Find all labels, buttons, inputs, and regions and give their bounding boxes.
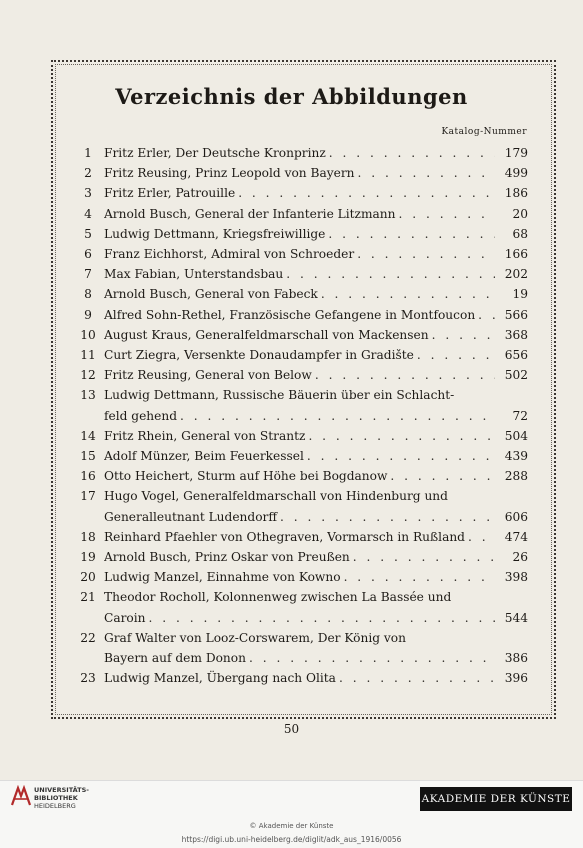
entry-text: Arnold Busch, Prinz Oskar von Preußen xyxy=(104,550,350,565)
entry-number: 19 xyxy=(80,550,96,565)
university-library-name[interactable] xyxy=(34,786,89,810)
dot-leader xyxy=(358,163,495,183)
library-line-3: HEIDELBERG xyxy=(34,802,76,810)
dot-leader xyxy=(399,204,495,224)
list-item xyxy=(72,628,528,668)
entry-number: 9 xyxy=(84,307,92,322)
dot-leader xyxy=(308,426,495,446)
catalog-number: 502 xyxy=(504,368,528,383)
entry-number: 7 xyxy=(84,267,92,282)
catalog-number: 439 xyxy=(504,449,528,464)
catalog-number: 396 xyxy=(504,671,528,686)
catalog-number: 72 xyxy=(512,408,528,423)
catalog-number: 19 xyxy=(512,287,528,302)
catalog-number: 26 xyxy=(512,550,528,565)
list-item xyxy=(72,385,528,425)
list-item xyxy=(72,446,528,466)
dot-leader xyxy=(328,224,495,244)
entry-number: 10 xyxy=(80,327,96,342)
dot-leader xyxy=(238,183,495,203)
entry-text: Fritz Rhein, General von Strantz xyxy=(104,428,306,443)
entry-number: 11 xyxy=(80,348,96,363)
dot-leader xyxy=(339,668,495,688)
list-item xyxy=(72,567,528,587)
entry-text: Alfred Sohn-Rethel, Französische Gefangene in Montfoucon xyxy=(104,307,476,322)
entry-text: Arnold Busch, General von Fabeck xyxy=(104,287,318,302)
dot-leader xyxy=(432,325,495,345)
entry-number: 20 xyxy=(80,570,96,585)
dot-leader xyxy=(468,527,495,547)
entry-number: 2 xyxy=(84,166,92,181)
list-item xyxy=(72,668,528,688)
library-line-1: UNIVERSITÄTS- xyxy=(34,786,89,794)
catalog-number-header: Katalog-Nummer xyxy=(441,127,527,137)
catalog-number: 474 xyxy=(504,529,528,544)
entry-text: Franz Eichhorst, Admiral von Schroeder xyxy=(104,247,355,262)
catalog-number: 504 xyxy=(504,428,528,443)
entry-number: 1 xyxy=(84,146,92,160)
entry-text: Generalleutnant Ludendorff xyxy=(104,509,278,524)
catalog-number: 179 xyxy=(504,146,528,160)
akademie-logo[interactable]: AKADEMIE DER KÜNSTE xyxy=(420,787,572,811)
entry-text: Otto Heichert, Sturm auf Höhe bei Bogdanow xyxy=(104,469,388,484)
entry-text: feld gehend xyxy=(104,408,178,423)
catalog-number: 386 xyxy=(504,651,528,666)
entry-text: Bayern auf dem Donon xyxy=(104,651,246,666)
list-item xyxy=(72,466,528,486)
copyright-text: © Akademie der Künste xyxy=(249,822,334,830)
entry-text: Fritz Reusing, Prinz Leopold von Bayern xyxy=(104,166,355,181)
list-item xyxy=(72,325,528,345)
list-item xyxy=(72,365,528,385)
entry-text: Adolf Münzer, Beim Feuerkessel xyxy=(104,449,304,464)
dot-leader xyxy=(315,365,495,385)
entry-text: Arnold Busch, General der Infanterie Litzmann xyxy=(104,206,396,221)
dot-leader xyxy=(149,608,495,628)
list-item xyxy=(72,547,528,567)
catalog-number: 656 xyxy=(504,348,528,363)
entry-number: 13 xyxy=(80,388,96,403)
entry-number: 12 xyxy=(80,368,96,383)
entry-number: 14 xyxy=(80,428,96,443)
illustration-list xyxy=(72,143,528,688)
dot-leader xyxy=(357,244,495,264)
catalog-number: 288 xyxy=(504,469,528,484)
list-item xyxy=(72,426,528,446)
entry-number: 16 xyxy=(80,469,96,484)
catalog-number: 202 xyxy=(504,267,528,282)
university-library-logo-icon[interactable] xyxy=(10,785,32,807)
dot-leader xyxy=(280,507,495,527)
dot-leader xyxy=(329,143,495,163)
list-item xyxy=(72,143,528,163)
list-item xyxy=(72,587,528,627)
entry-number: 18 xyxy=(80,529,96,544)
dot-leader xyxy=(286,264,495,284)
entry-text: Curt Ziegra, Versenkte Donaudampfer in Gradište xyxy=(104,348,414,363)
dot-leader xyxy=(390,466,495,486)
dot-leader xyxy=(478,305,495,325)
list-item xyxy=(72,305,528,325)
entry-text: Fritz Erler, Der Deutsche Kronprinz xyxy=(104,146,326,160)
list-item xyxy=(72,264,528,284)
list-item xyxy=(72,204,528,224)
entry-number: 15 xyxy=(80,449,96,464)
catalog-number: 544 xyxy=(504,610,528,625)
catalog-number: 166 xyxy=(504,247,528,262)
catalog-number: 398 xyxy=(504,570,528,585)
entry-text: Max Fabian, Unterstandsbau xyxy=(104,267,284,282)
entry-text: Reinhard Pfaehler von Othegraven, Vormarsch in Rußland xyxy=(104,529,465,544)
entry-number: 6 xyxy=(84,247,92,262)
entry-text: Fritz Reusing, General von Below xyxy=(104,368,312,383)
dot-leader xyxy=(344,567,495,587)
entry-text: August Kraus, Generalfeldmarschall von Mackensen xyxy=(104,327,429,342)
entry-text: Graf Walter von Looz-Corswarem, Der König von xyxy=(104,630,406,645)
entry-number: 17 xyxy=(80,489,96,504)
entry-text: Ludwig Manzel, Einnahme von Kowno xyxy=(104,570,341,585)
catalog-number: 606 xyxy=(504,509,528,524)
library-line-2: BIBLIOTHEK xyxy=(34,794,78,802)
entry-text: Ludwig Dettmann, Kriegsfreiwillige xyxy=(104,226,326,241)
entry-number: 5 xyxy=(84,226,92,241)
catalog-number: 566 xyxy=(504,307,528,322)
dot-leader xyxy=(417,345,495,365)
entry-number: 8 xyxy=(84,287,92,302)
dot-leader xyxy=(249,648,495,668)
catalog-number: 368 xyxy=(504,327,528,342)
entry-number: 23 xyxy=(80,671,96,686)
dot-leader xyxy=(321,284,495,304)
list-item xyxy=(72,486,528,526)
entry-text: Ludwig Manzel, Übergang nach Olita xyxy=(104,671,336,686)
page-number: 50 xyxy=(283,722,300,736)
list-item xyxy=(72,183,528,203)
catalog-number: 68 xyxy=(512,226,528,241)
entry-number: 4 xyxy=(84,206,92,221)
dot-leader xyxy=(353,547,495,567)
catalog-number: 20 xyxy=(512,206,528,221)
entry-text: Hugo Vogel, Generalfeldmarschall von Hindenburg und xyxy=(104,489,448,504)
list-item xyxy=(72,163,528,183)
page-title: Verzeichnis der Abbildungen xyxy=(115,84,468,109)
dot-leader xyxy=(307,446,495,466)
list-item xyxy=(72,224,528,244)
entry-number: 3 xyxy=(84,186,92,201)
dot-leader xyxy=(180,406,495,426)
entry-text: Caroin xyxy=(104,610,146,625)
list-item xyxy=(72,244,528,264)
catalog-number: 186 xyxy=(504,186,528,201)
entry-text: Fritz Erler, Patrouille xyxy=(104,186,236,201)
entry-text: Theodor Rocholl, Kolonnenweg zwischen La Bassée und xyxy=(104,590,452,605)
list-item xyxy=(72,345,528,365)
catalog-number: 499 xyxy=(504,166,528,181)
entry-number: 22 xyxy=(80,630,96,645)
source-url[interactable]: https://digi.ub.uni-heidelberg.de/diglit/adk_aus_1916/0056 xyxy=(181,835,402,844)
list-item xyxy=(72,527,528,547)
entry-number: 21 xyxy=(80,590,96,605)
list-item xyxy=(72,284,528,304)
entry-text: Ludwig Dettmann, Russische Bäuerin über ein Schlacht- xyxy=(104,388,455,403)
